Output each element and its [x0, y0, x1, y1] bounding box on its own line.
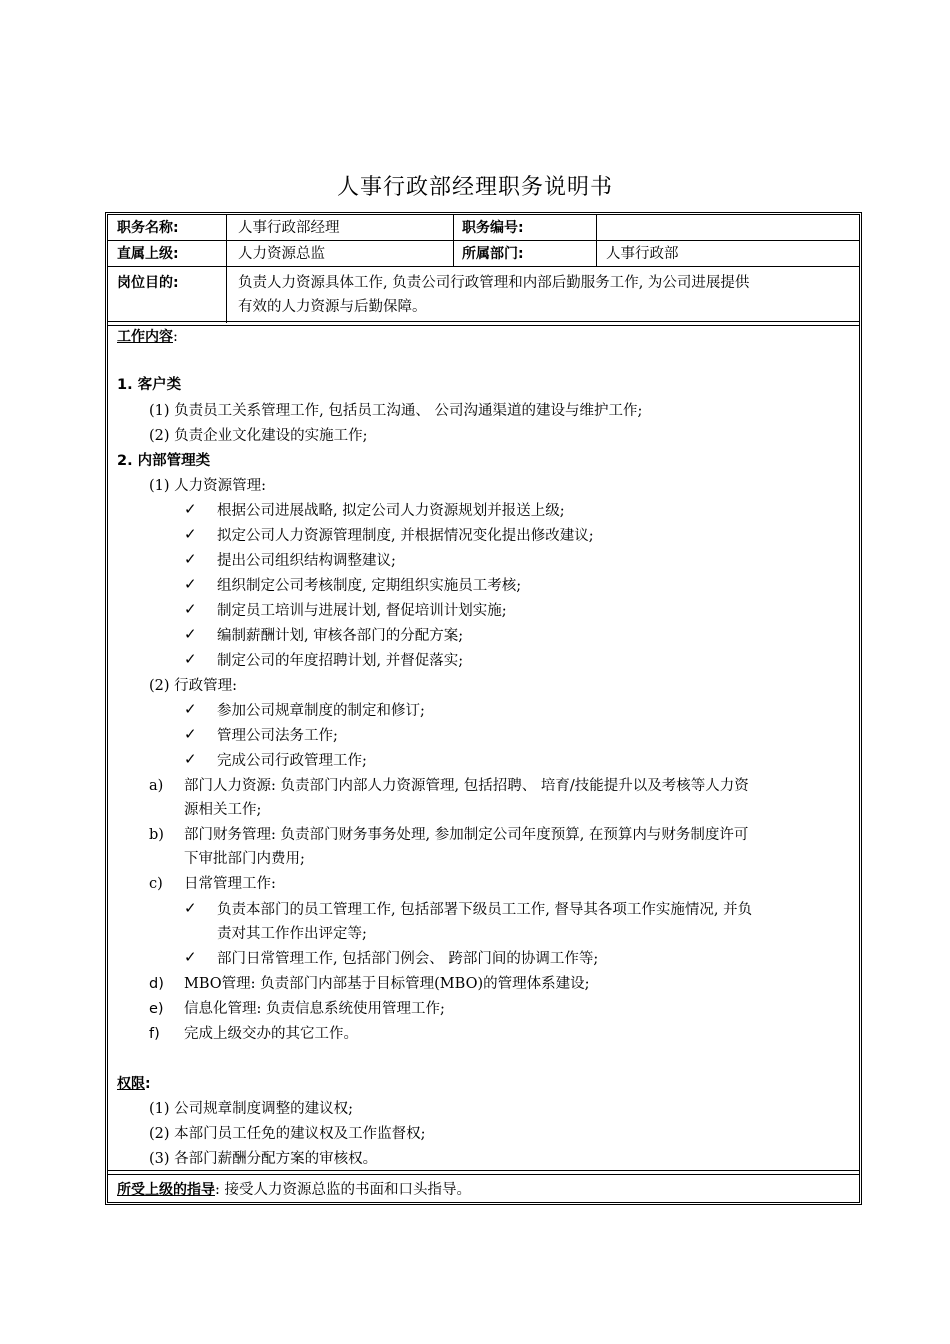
authority-heading	[117, 1072, 151, 1096]
item-b-line-1: 部门财务管理: 负责部门财务事务处理, 参加制定公司年度预算, 在预算内与财务制度许可	[184, 827, 749, 843]
item-c-marker: c)	[149, 876, 163, 892]
check-icon: ✓	[184, 550, 197, 568]
work-content-heading	[117, 325, 178, 349]
work-content-heading-colon: :	[173, 329, 178, 345]
hr-item: 提出公司组织结构调整建议;	[217, 553, 396, 569]
hr-item: 根据公司进展战略, 拟定公司人力资源规划并报送上级;	[217, 503, 565, 519]
superior-label: 直属上级:	[117, 246, 179, 262]
item-c-sub-2: 部门日常管理工作, 包括部门例会、 跨部门间的协调工作等;	[217, 951, 599, 967]
row-divider	[108, 321, 859, 326]
authority-item: (1) 公司规章制度调整的建议权;	[149, 1101, 354, 1117]
authority-item: (2) 本部门员工任免的建议权及工作监督权;	[149, 1126, 426, 1142]
hr-item: 拟定公司人力资源管理制度, 并根据情况变化提出修改建议;	[217, 528, 594, 544]
row-divider	[108, 240, 859, 241]
item-f-text: 完成上级交办的其它工作。	[184, 1026, 358, 1042]
item-b-line-2: 下审批部门内费用;	[184, 851, 305, 867]
check-icon: ✓	[184, 525, 197, 543]
item-c-sub-1-line-1: 负责本部门的员工管理工作, 包括部署下级员工工作, 督导其各项工作实施情况, 并负	[217, 902, 753, 918]
authority-item: (3) 各部门薪酬分配方案的审核权。	[149, 1151, 378, 1167]
item-a-line-1: 部门人力资源: 负责部门内部人力资源管理, 包括招聘、 培育/技能提升以及考核等人力资	[184, 778, 749, 794]
item-f-marker: f)	[149, 1026, 160, 1042]
check-icon: ✓	[184, 750, 197, 768]
row-divider	[108, 266, 859, 267]
col-divider	[596, 215, 597, 267]
guidance-row	[117, 1178, 471, 1202]
hr-item: 制定员工培训与进展计划, 督促培训计划实施;	[217, 603, 507, 619]
sec1-item: (2) 负责企业文化建设的实施工作;	[149, 428, 368, 444]
section-2-title: 2. 内部管理类	[117, 453, 211, 469]
work-content-heading-text: 工作内容	[117, 329, 173, 345]
department-value: 人事行政部	[606, 246, 679, 262]
job-name-value: 人事行政部经理	[238, 220, 340, 236]
purpose-line-2: 有效的人力资源与后勤保障。	[238, 299, 427, 315]
sec1-item: (1) 负责员工关系管理工作, 包括员工沟通、 公司沟通渠道的建设与维护工作;	[149, 403, 643, 419]
item-e-marker: e)	[149, 1001, 164, 1017]
admin-item: 完成公司行政管理工作;	[217, 753, 367, 769]
check-icon: ✓	[184, 899, 197, 917]
superior-value: 人力资源总监	[238, 246, 325, 262]
check-icon: ✓	[184, 575, 197, 593]
col-divider	[453, 215, 454, 267]
item-e-text: 信息化管理: 负责信息系统使用管理工作;	[184, 1001, 445, 1017]
hr-item: 编制薪酬计划, 审核各部门的分配方案;	[217, 628, 464, 644]
section-1-title: 1. 客户类	[117, 377, 182, 393]
check-icon: ✓	[184, 600, 197, 618]
hr-item: 组织制定公司考核制度, 定期组织实施员工考核;	[217, 578, 522, 594]
col-divider	[226, 215, 227, 323]
authority-heading-colon: :	[145, 1076, 151, 1092]
admin-management-title: (2) 行政管理:	[149, 678, 238, 694]
item-a-line-2: 源相关工作;	[184, 802, 262, 818]
row-divider	[108, 1170, 859, 1175]
hr-management-title: (1) 人力资源管理:	[149, 478, 267, 494]
item-c-sub-1-line-2: 责对其工作作出评定等;	[217, 926, 367, 942]
check-icon: ✓	[184, 700, 197, 718]
purpose-label: 岗位目的:	[117, 275, 179, 291]
admin-item: 参加公司规章制度的制定和修订;	[217, 703, 425, 719]
check-icon: ✓	[184, 725, 197, 743]
item-c-title: 日常管理工作:	[184, 876, 276, 892]
check-icon: ✓	[184, 500, 197, 518]
department-label: 所属部门:	[462, 246, 524, 262]
item-a-marker: a)	[149, 778, 164, 794]
check-icon: ✓	[184, 650, 197, 668]
guidance-label: 所受上级的指导	[117, 1182, 215, 1198]
hr-item: 制定公司的年度招聘计划, 并督促落实;	[217, 653, 464, 669]
guidance-text: : 接受人力资源总监的书面和口头指导。	[215, 1182, 471, 1198]
item-d-marker: d)	[149, 976, 164, 992]
item-b-marker: b)	[149, 827, 164, 843]
admin-item: 管理公司法务工作;	[217, 728, 338, 744]
job-description-table	[105, 212, 862, 1205]
job-name-label: 职务名称:	[117, 220, 179, 236]
authority-heading-text: 权限	[117, 1076, 145, 1092]
document-title: 人事行政部经理职务说明书	[336, 175, 613, 200]
job-no-label: 职务编号:	[462, 220, 524, 236]
check-icon: ✓	[184, 948, 197, 966]
purpose-line-1: 负责人力资源具体工作, 负责公司行政管理和内部后勤服务工作, 为公司进展提供	[238, 275, 750, 291]
check-icon: ✓	[184, 625, 197, 643]
item-d-text: MBO管理: 负责部门内部基于目标管理(MBO)的管理体系建设;	[184, 976, 590, 992]
